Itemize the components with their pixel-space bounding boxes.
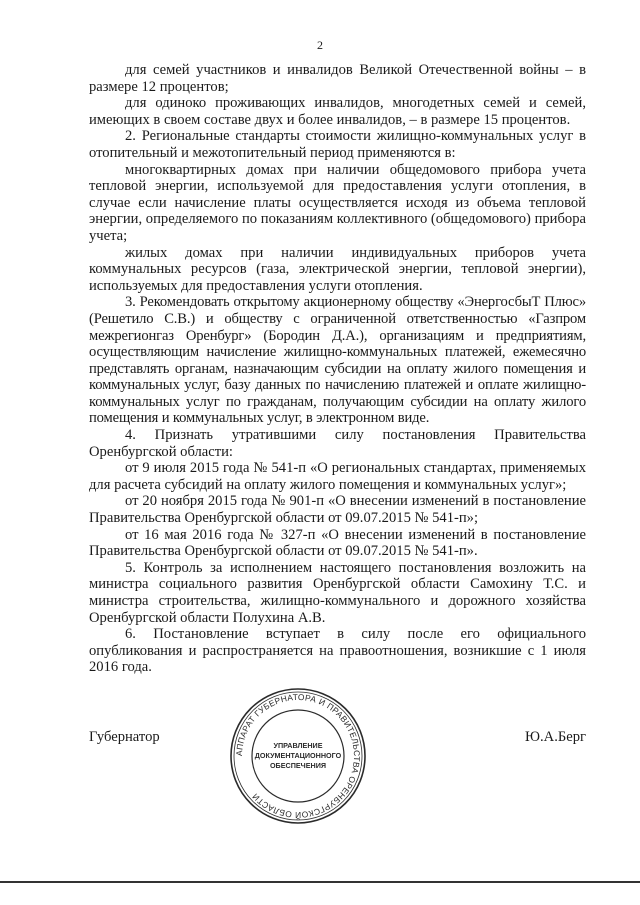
seal-outer-text: АППАРАТ ГУБЕРНАТОРА И ПРАВИТЕЛЬСТВА ОРЕНБУРГСКОЙ ОБЛАСТИ <box>233 691 363 821</box>
paragraph-5: жилых домах при наличии индивидуальных приборов учета коммунальных ресурсов (газа, электрической энергии, тепловой энергии), используемых для предоставления услуги отопления. <box>89 244 586 294</box>
paragraph-7: 4. Признать утратившими силу постановления Правительства Оренбургской области: <box>89 427 586 460</box>
paragraph-1: для семей участников и инвалидов Великой Отечественной войны – в размере 12 процентов; <box>89 62 586 95</box>
bottom-divider <box>0 881 640 883</box>
page-number: 2 <box>317 38 323 52</box>
document-body <box>89 62 586 676</box>
paragraph-2: для одиноко проживающих инвалидов, многодетных семей и семей, имеющих в своем составе двух и более инвалидов, – в размере 15 процентов. <box>89 95 586 128</box>
paragraph-9: от 20 ноября 2015 года № 901-п «О внесении изменений в постановление Правительства Оренбургской области от 09.07.2015 № 541-п»; <box>89 493 586 527</box>
paragraph-4: многоквартирных домах при наличии общедомового прибора учета тепловой энергии, используемой для предоставления услуги отопления, в случае если начисление платы осуществляется исходя из объема тепловой энергии, определяемого по показаниям коллективного (общедомового) прибора учета; <box>89 161 586 244</box>
seal-inner-line-2: ДОКУМЕНТАЦИОННОГО <box>254 751 342 760</box>
paragraph-12: 6. Постановление вступает в силу после его официального опубликования и распространяется на правоотношения, возникшие с 1 июля 2016 года. <box>89 626 586 676</box>
official-seal <box>228 686 368 826</box>
seal-inner-line-1: УПРАВЛЕНИЕ <box>273 741 323 750</box>
signatory-name: Ю.А.Берг <box>525 729 586 745</box>
paragraph-3: 2. Региональные стандарты стоимости жилищно-коммунальных услуг в отопительный и межотопительный период применяются в: <box>89 128 586 161</box>
paragraph-8: от 9 июля 2015 года № 541-п «О региональных стандартах, применяемых для расчета субсидий на оплату жилого помещения и коммунальных услуг»; <box>89 460 586 493</box>
signatory-title: Губернатор <box>89 729 160 745</box>
seal-inner-line-3: ОБЕСПЕЧЕНИЯ <box>269 761 327 770</box>
paragraph-6: 3. Рекомендовать открытому акционерному обществу «ЭнергосбыТ Плюс» (Решетило С.В.) и обществу с ограниченной ответственностью «Газпром межрегионгаз Оренбург» (Бородин Д.А.), организациям и предприятиям, осуществляющим начисление жилищно-коммунальных платежей, ежемесячно представлять органам, назначающим субсидии на оплату жилого помещения и коммунальных услуг, базу данных по начислению платежей и оплате жилищно-коммунальных услуг по гражданам, получающим субсидии на оплату жилого помещения и коммунальных услуг, в электронном виде. <box>89 294 586 427</box>
paragraph-10: от 16 мая 2016 года № 327-п «О внесении изменений в постановление Правительства Оренбургской области от 09.07.2015 № 541-п». <box>89 526 586 560</box>
paragraph-11: 5. Контроль за исполнением настоящего постановления возложить на министра социального развития Оренбургской области Самохину Т.С. и министра строительства, жилищно-коммунального и дорожного хозяйства Оренбургской области Полухина А.В. <box>89 559 586 626</box>
